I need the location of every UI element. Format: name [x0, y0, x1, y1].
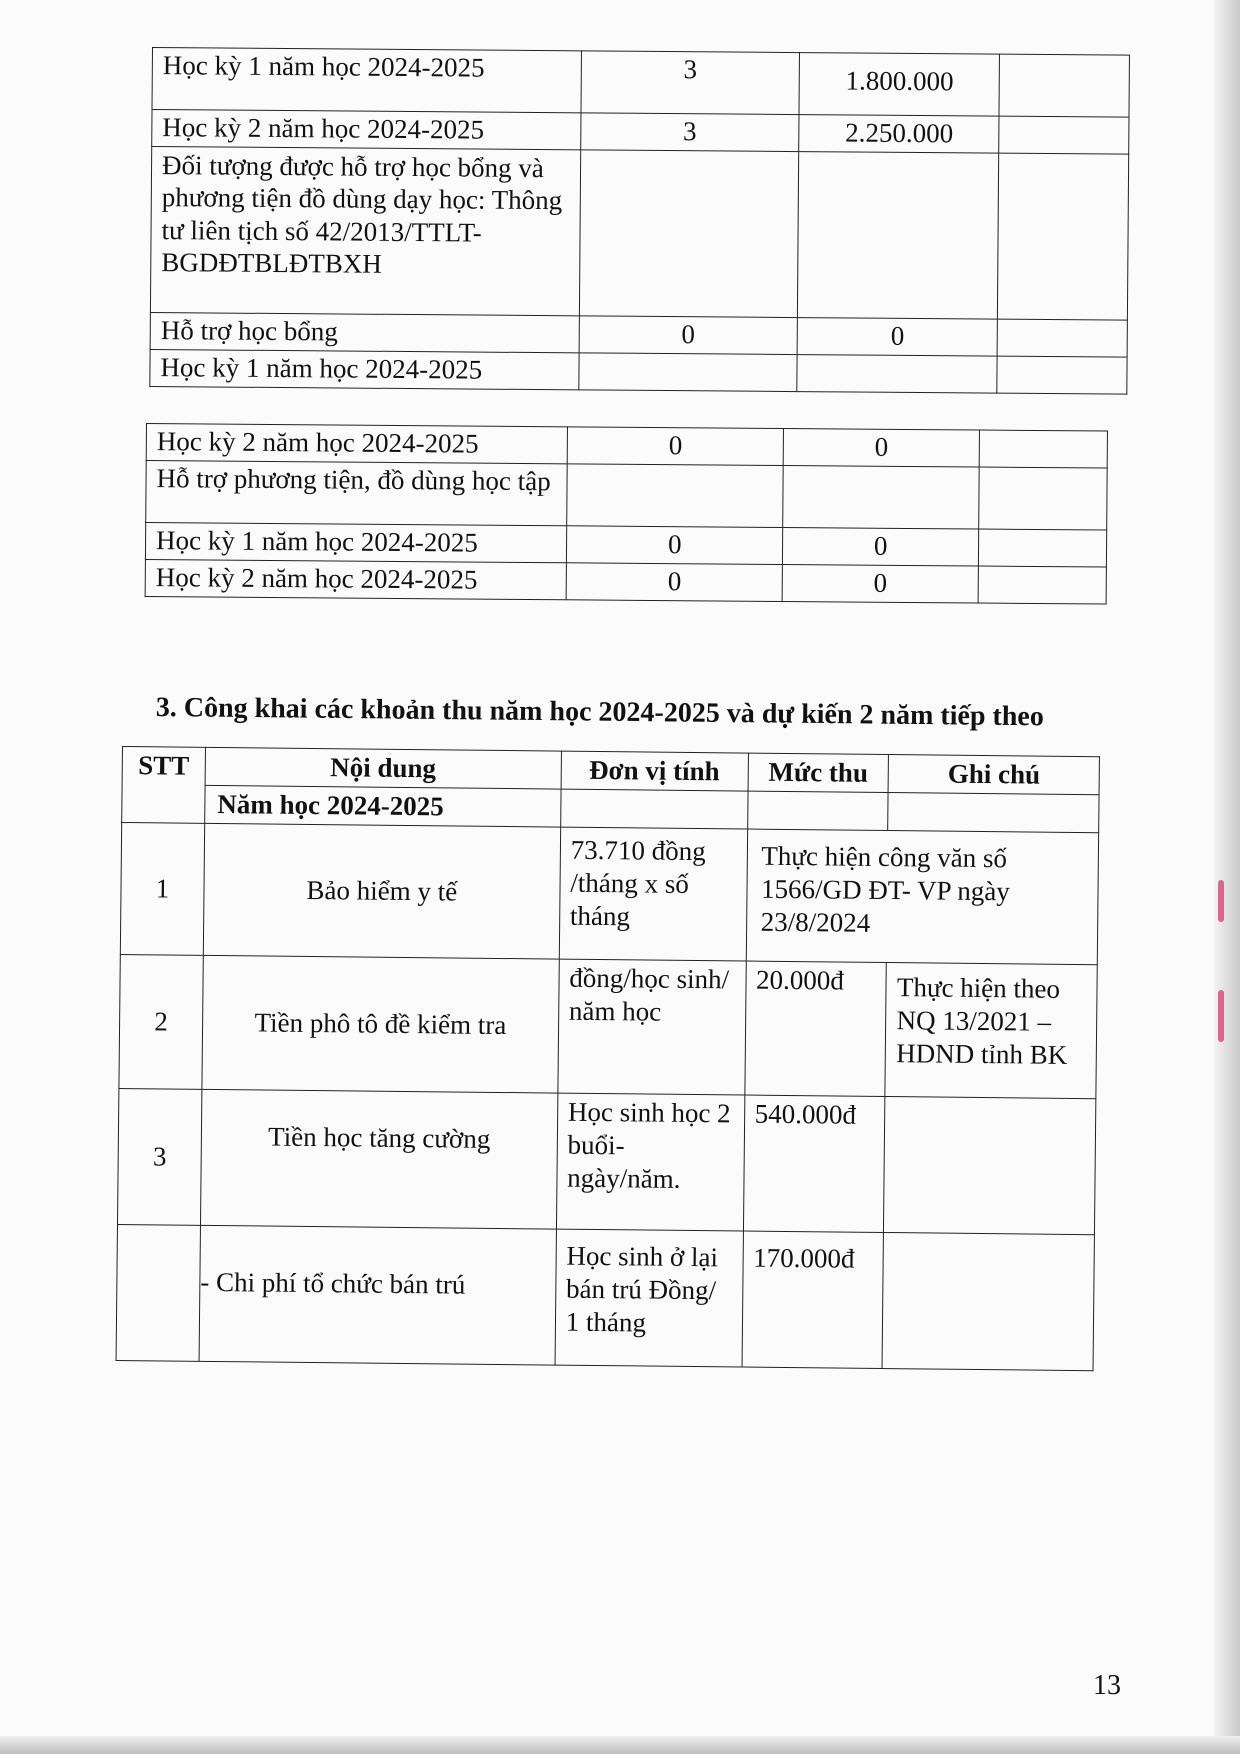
section-heading: 3. Công khai các khoản thu năm học 2024-2025 và dự kiến 2 năm tiếp theo — [155, 692, 1044, 733]
row-count: 0 — [579, 316, 798, 355]
row-note — [997, 319, 1127, 357]
row-unit: đồng/học sinh/ năm học — [558, 959, 746, 1095]
table-row — [146, 460, 1107, 530]
table-row — [150, 349, 1127, 394]
header-stt: STT — [122, 747, 206, 824]
row-unit: 73.710 đồng /tháng x số tháng — [559, 827, 747, 961]
support-table-middle — [145, 423, 1108, 604]
row-count: 0 — [568, 427, 784, 466]
row-rate: 170.000đ — [742, 1231, 884, 1368]
row-amount: 2.250.000 — [799, 115, 999, 153]
row-note — [884, 1096, 1096, 1234]
row-label: Học kỳ 1 năm học 2024-2025 — [145, 522, 567, 562]
row-count — [579, 150, 799, 318]
row-amount: 0 — [797, 317, 997, 355]
row-content: Tiền phô tô đề kiểm tra — [202, 955, 559, 1093]
row-rate: Thực hiện công văn số 1566/GD ĐT- VP ngày 23/8/2024 — [746, 829, 1099, 965]
row-content: Tiền học tăng cường — [200, 1089, 557, 1229]
header-noi-dung: Nội dung — [205, 747, 561, 789]
row-note — [979, 430, 1107, 468]
table-row — [116, 1224, 1094, 1370]
fees-table — [116, 746, 1100, 1371]
row-rate: 540.000đ — [743, 1095, 885, 1232]
row-amount — [798, 151, 999, 319]
row-count — [578, 353, 797, 392]
school-year-label: Năm học 2024-2025 — [205, 785, 561, 827]
row-label: Hỗ trợ học bổng — [150, 312, 579, 352]
row-amount — [797, 354, 997, 392]
row-note — [997, 356, 1127, 394]
table-row — [117, 1088, 1095, 1234]
empty-cell — [888, 793, 1099, 833]
row-amount: 1.800.000 — [799, 53, 1000, 117]
row-note — [882, 1232, 1094, 1370]
header-don-vi: Đơn vị tính — [561, 751, 748, 791]
row-content: - Chi phí tổ chức bán trú — [199, 1225, 556, 1365]
row-stt — [116, 1224, 200, 1361]
row-note — [998, 153, 1129, 320]
row-label: Học kỳ 2 năm học 2024-2025 — [145, 559, 567, 599]
row-label: Học kỳ 2 năm học 2024-2025 — [146, 424, 568, 464]
table-row — [145, 559, 1106, 603]
table-row — [150, 146, 1128, 320]
empty-cell — [560, 789, 747, 829]
row-amount: 0 — [782, 564, 978, 602]
row-note: Thực hiện theo NQ 13/2021 – HDND tỉnh BK — [885, 962, 1097, 1098]
table-row — [119, 954, 1097, 1098]
header-muc-thu: Mức thu — [748, 753, 889, 792]
row-label: Học kỳ 1 năm học 2024-2025 — [152, 48, 581, 113]
page-number: 13 — [1093, 1670, 1121, 1701]
row-count — [567, 464, 783, 528]
row-content: Bảo hiểm y tế — [203, 823, 560, 959]
row-note — [979, 467, 1107, 530]
header-ghi-chu: Ghi chú — [888, 755, 1099, 795]
row-count: 0 — [567, 563, 783, 602]
row-unit: Học sinh ở lại bán trú Đồng/ 1 tháng — [555, 1229, 743, 1367]
table-row — [120, 822, 1098, 964]
page-bottom-edge — [0, 1736, 1240, 1754]
page-edge-shadow — [1214, 0, 1240, 1754]
red-stamp-mark — [1218, 880, 1224, 922]
red-stamp-mark — [1218, 990, 1224, 1042]
row-label: Hỗ trợ phương tiện, đồ dùng học tập — [146, 460, 568, 525]
row-amount — [783, 465, 980, 529]
row-note — [999, 116, 1129, 154]
row-label: Đối tượng được hỗ trợ học bổng và phương tiện đồ dùng dạy học: Thông tư liên tịch số 42/2013/TTLT-BGDĐTBLĐTBXH — [150, 146, 580, 315]
row-note — [979, 529, 1107, 567]
row-stt: 3 — [117, 1088, 201, 1225]
row-count: 0 — [567, 526, 783, 565]
row-rate: 20.000đ — [744, 961, 886, 1096]
row-amount: 0 — [783, 429, 979, 467]
row-note — [999, 54, 1129, 117]
row-stt: 2 — [119, 954, 203, 1089]
row-label: Học kỳ 2 năm học 2024-2025 — [152, 110, 581, 150]
row-label: Học kỳ 1 năm học 2024-2025 — [150, 349, 579, 389]
row-count: 3 — [581, 51, 800, 115]
row-note — [978, 566, 1106, 604]
row-unit: Học sinh học 2 buổi-ngày/năm. — [556, 1093, 744, 1231]
empty-cell — [747, 791, 888, 830]
support-table-top — [149, 47, 1130, 394]
row-stt: 1 — [120, 822, 204, 955]
table-row — [152, 48, 1129, 118]
row-amount: 0 — [782, 527, 978, 565]
row-count: 3 — [580, 113, 799, 152]
